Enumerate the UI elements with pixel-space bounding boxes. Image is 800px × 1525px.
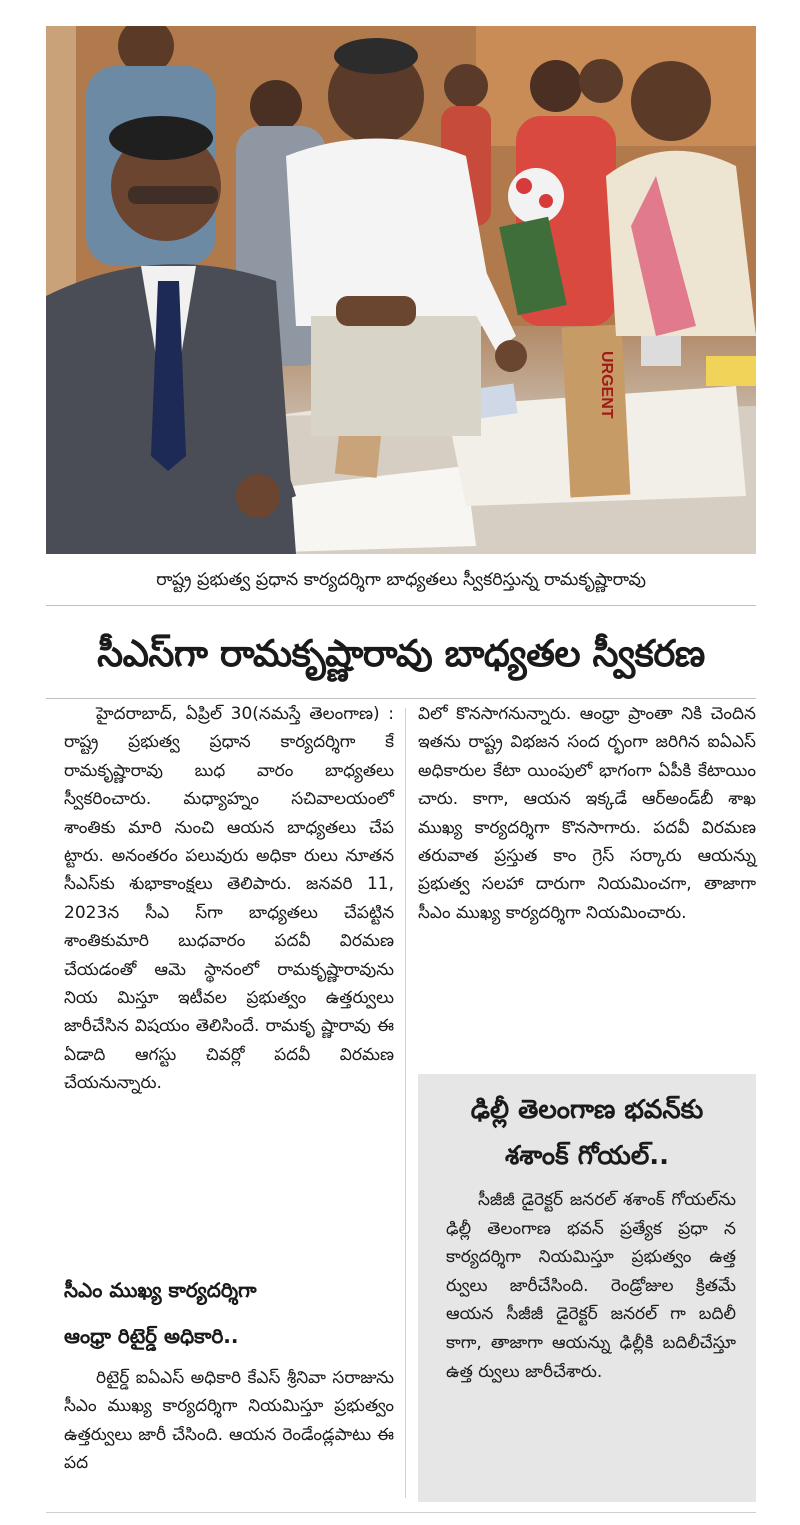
article-column-left — [64, 700, 394, 1098]
article-column-right — [418, 700, 756, 927]
box-title: శశాంక్ గోయల్.. — [504, 1141, 670, 1171]
box-title: ఢిల్లీ తెలంగాణ భవన్‌కు — [470, 1095, 704, 1125]
box-paragraph: సీజీజీ డైరెక్టర్ జనరల్ శశాంక్ గోయల్‌ను ఢిల్లీ తెలంగాణ భవన్ ప్రత్యేక ప్రధా న కార్యదర్శిగా నియమిస్తూ ప్రభుత్వం ఉత్త ర్వులు జారీచేసింది. రెండ్రోజుల క్రితమే ఆయన సీజీజీ డైరెక్టర్ జనరల్ గా బదిలీ కాగా, తాజాగా ఆయన్ను ఢిల్లీకి బదిలీచేస్తూ ఉత్త ర్వులు జారీచేశారు. — [446, 1190, 736, 1382]
photo-caption: రాష్ట్ర ప్రభుత్వ ప్రధాన కార్యదర్శిగా బాధ్యతలు స్వీకరిస్తున్న రామకృష్ణారావు — [156, 570, 646, 590]
divider — [46, 698, 756, 699]
subheading: ఆంధ్రా రిటైర్డ్ అధికారి.. — [64, 1324, 239, 1348]
news-photo — [46, 26, 756, 554]
article-column-left-sub — [64, 1364, 394, 1478]
box-body — [446, 1186, 736, 1386]
article-paragraph: రిటైర్డ్ ఐఏఎస్ అధికారి కేఎస్ శ్రీనివా సరాజును సీఎం ముఖ్య కార్యదర్శిగా నియమిస్తూ ప్రభుత్వం ఉత్తర్వులు జారీ చేసింది. ఆయన రెండేండ్లపాటు ఈ పద — [64, 1368, 394, 1474]
divider — [46, 605, 756, 606]
subheading: సీఎం ముఖ్య కార్యదర్శిగా — [64, 1278, 257, 1302]
column-divider — [405, 708, 406, 1498]
urgent-label: URGENT — [598, 351, 615, 419]
article-paragraph: హైదరాబాద్, ఏప్రిల్ 30(నమస్తే తెలంగాణ) : రాష్ట్ర ప్రభుత్వ ప్రధాన కార్యదర్శిగా కే రామకృష్ణారావు బుధ వారం బాధ్యతలు స్వీకరించారు. మధ్యాహ్నం సచివాలయంలో శాంతికు మారి నుంచి ఆయన బాధ్యతలు చేప ట్టారు. అనంతరం పలువురు అధికా రులు నూతన సీఎస్‌కు శుభాకాంక్షలు తెలిపారు. జనవరి 11, 2023న సీఎ స్‌గా బాధ్యతలు చేపట్టిన శాంతికుమారి బుధవారం పదవీ విరమణ చేయడంతో ఆమె స్థానంలో రామకృష్ణారావును నియ మిస్తూ ఇటీవల ప్రభుత్వం ఉత్తర్వులు జారీచేసిన విషయం తెలిసిందే. రామకృ ష్ణారావు ఈ ఏడాది ఆగస్టు చివర్లో పదవీ విరమణ చేయనున్నారు. — [64, 704, 394, 1094]
headline: సీఎస్‌గా రామకృష్ణారావు బాధ్యతల స్వీకరణ — [97, 632, 705, 675]
photo-icon — [46, 26, 756, 554]
divider — [46, 1512, 756, 1513]
article-paragraph: విలో కొనసాగనున్నారు. ఆంధ్రా ప్రాంతా నికి చెందిన ఇతను రాష్ట్ర విభజన సంద ర్భంగా జరిగిన ఐఏఎస్ అధికారుల కేటా యింపులో భాగంగా ఏపీకి కేటాయిం చారు. కాగా, ఆయన ఇక్కడే ఆర్‌అండ్‌బీ శాఖ ముఖ్య కార్యదర్శిగా కొనసాగారు. పదవీ విరమణ తరువాత ప్రస్తుత కాం గ్రెస్ సర్కారు ఆయన్ను ప్రభుత్వ సలహా దారుగా నియమించగా, తాజాగా సీఎం ముఖ్య కార్యదర్శిగా నియమించారు. — [418, 704, 756, 923]
